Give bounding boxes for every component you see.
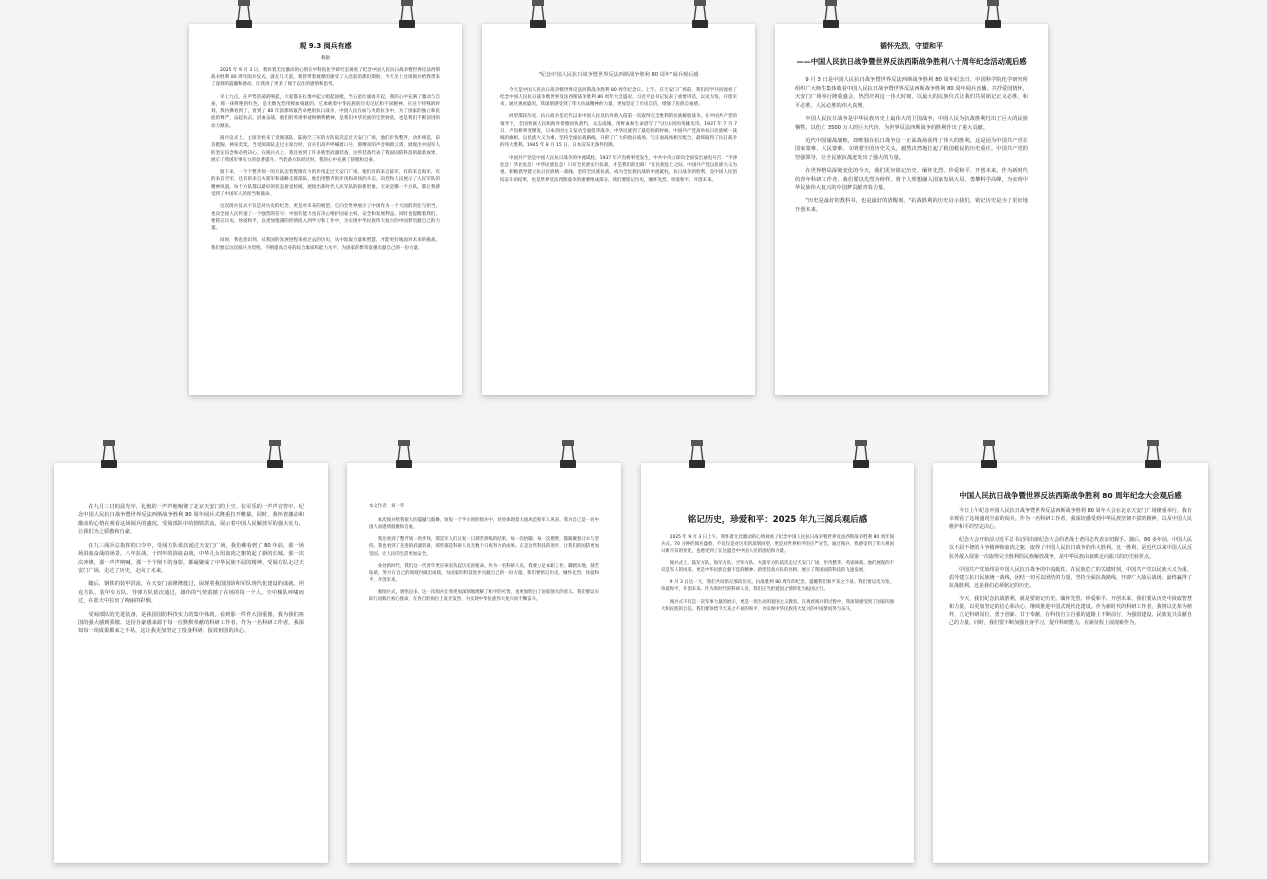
- author-name: 赖敏: [321, 55, 330, 61]
- paragraph: 在世界格局深刻变化的今天，我们更应铭记历史、缅怀先烈、珍爱和平、开创未来。作为新时代的青年科研工作者，我们要以先烈为榜样，将个人理想融入国家发展大局，勇攀科学高峰，为实现中华民族伟大复兴的中国梦贡献青春力量。: [795, 168, 1028, 192]
- binder-clip-icon: [691, 0, 709, 30]
- document-page-3[interactable]: [775, 24, 1048, 395]
- document-page-7[interactable]: [933, 463, 1208, 863]
- document-page-1[interactable]: [189, 24, 462, 395]
- paragraph: 接下来，一个个整齐划一的方队迈着铿锵有力的步伐走过天安门广场，他们有的来自陆军，有的来自海军，有的来自空军，还有的来自火箭军和战略支援部队。他们用整齐的步伐和昂扬的斗志，向党和人民展示了人民军队的精神风貌。每个方队都以最好的状态接受检阅，展现出新时代人民军队的崭新形象。无论是哪一个方队，都让我感受到了中国军人的担当和使命。: [211, 170, 440, 197]
- paragraph: "历史是最好的教科书，也是最好的清醒剂。"抗战胜利的历史启示我们，铭记历史是为了更好地开创未来。: [795, 198, 1028, 213]
- page-title: 铭记历史，珍爱和平：2025 年九三阅兵观后感: [687, 515, 868, 525]
- paragraph: 受阅部队的先进装备，是我国国防科技实力的集中体现。看到那一件件大国重器，我为我们祖国的强大感到骄傲。这份自豪感来源于每一位默默奉献的科研工作者。作为一名科研工作者，我深知每一项成果都来之不易，这让我更加坚定了投身科研、报效祖国的决心。: [78, 611, 304, 635]
- paragraph: 近代中国屡战屡败，却唯独在抗日战争这一正面战场获得了伟大的胜利，这是因为中国共产党在国家蒙难、人民蒙难、文明蒙尘的历史关头，毅然决然地扛起了救国救民的历史重任。中国共产党的坚强领导，让全民族抗战迸发出了强大的力量。: [795, 137, 1028, 161]
- paragraph: 这次阅兵仪式不仅是对历史的纪念，更是对未来的展望。它向全世界展示了中国作为一个大国的责任与担当，也向全国人民传递了一个强烈的信号：中国有能力也有决心维护国家主权、安全和发展利益。同时也提醒着我们，要铭记历史、珍爱和平，以更加饱满的热情投入到学习和工作中，为实现中华民族伟大复兴的中国梦贡献自己的力量。: [211, 204, 440, 232]
- document-page-5[interactable]: [347, 463, 621, 863]
- page-title: "纪念中国人民抗日战争暨世界反法西斯战争胜利 80 周年"阅兵观后感: [538, 72, 699, 78]
- paragraph: 中国共产党始终是中国人民抗日战争的中流砥柱。在民族危亡的关键时刻，中国共产党以民族大义为重，倡导建立抗日民族统一战线，团结一切可以团结的力量，坚持全面抗战路线，开辟广大敌后战场，最终赢得了抗战胜利。这是我们必须铭记的历史。: [949, 566, 1192, 589]
- document-page-6[interactable]: [641, 463, 914, 863]
- paragraph: 2025 年 9 月 3 日上午，我怀着无比激动的心情观看了纪念中国人民抗日战争暨世界反法西斯战争胜利 80 周年阅兵式。70 分钟的阅兵盛典，不仅仅是对历史的深刻回望，更是对世界和平的庄严宣告。通过阅兵，我感受到了伟大祖国日新月异的变化，也感受到了在这盛会中中国人民的团结和力量。: [661, 534, 894, 554]
- binder-clip-icon: [398, 0, 416, 30]
- binder-clip-icon: [984, 0, 1002, 30]
- paragraph: 随后，钢铁的装甲洪流，在天安门前隆隆驶过，展现着我国国防和军队现代化建设的成就。坦克方队、装甲车方队、导弹方队依次通过，雄伟的气势震撼了在场的每一个人。空中梯队呼啸而过，在蓝天中拉出了绚丽的彩烟。: [78, 581, 304, 605]
- binder-clip-icon: [529, 0, 547, 30]
- document-page-2[interactable]: [482, 24, 755, 395]
- binder-clip-icon: [235, 0, 253, 30]
- paragraph: 阅兵式上，陆军方队、海军方队、空军方队、火箭军方队依次走过天安门广场，步伐整齐，英姿飒爽。他们展现的不仅是军人的风采，更是中华民族自强不息的精神。新型装备方队的亮相，展示了我国国防科技的飞速发展。: [661, 561, 894, 574]
- paragraph: 身处新时代，我们这一代青年更应该肩负起历史的使命。作为一名科研人员，我要立足本职工作，脚踏实地，刻苦钻研，努力在自己的领域内做出成绩，为国家的科技进步贡献自己的一份力量。我们要铭记历史，缅怀先烈，珍爱和平，开创未来。: [369, 563, 599, 583]
- page-title: 循怀先烈，守望和平: [880, 42, 943, 50]
- binder-clip-icon: [822, 0, 840, 30]
- paragraph: 在九三阅兵总指挥的口令中，受阅方队依次通过天安门广场。我仿佛看到了 80 年前，那一场场浴血奋战的场景。八年抗战，十四年的浴血奋战，中华儿女用血肉之躯筑起了新的长城。那一次次冲锋，那一声声呐喊，那一个个倒下的身影，都凝聚成了中华民族不屈的精神。受阅方队走过天安门广场，走过了历史，走向了未来。: [78, 542, 304, 574]
- paragraph: 今日上午纪念中国人民抗日战争暨世界反法西斯战争胜利 80 周年大会在北京天安门广场隆重举行，我有幸观看了这场盛况空前的阅兵。作为一名科研工作者，我深切感受到中华民族坚韧不拔的精神，以及中国人民维护和平的坚定决心。: [949, 508, 1192, 531]
- binder-clip-icon: [100, 440, 118, 470]
- paragraph: 9 月 3 日这一天，我们共同铭记那段历史。抗战胜利 80 周年的纪念，提醒我们和平来之不易。我们要以史为鉴，珍爱和平，开创未来。作为新时代的科研人员，我们应当把爱国之情转化为报国之行。: [661, 580, 894, 593]
- paragraph: 我还看到了整齐划一的步伐，那是军人们日复一日刻苦训练的结果。每一次抬脚、每一次摆臂，都凝聚着汗水与坚持。我也看到了先进的武器装备，那些都是科研人员无数个日夜努力的成果。正是这些科技的进步，让我们的国防更加坚固，让人民的生活更加安全。: [369, 537, 599, 557]
- paragraph: 今天，我们纪念抗战胜利，就是要铭记历史、缅怀先烈、珍爱和平、开创未来。我们要从历史中汲取智慧和力量，以更加坚定的信心和决心，继续推进中国式现代化建设。作为新时代的科研工作者，我将以先辈为榜样，立足科研岗位，勇于创新、甘于奉献，在科技自立自强的道路上不断前行，为强国建设、民族复兴贡献自己的力量。同时，我们要不断加强自身学习，提升科研能力，在新征程上展现新作为。: [949, 595, 1192, 627]
- paragraph: 纪念大会开始前习近平总书记同出席纪念大会的老战士老同志代表亲切握手。随后，80 多年前，中国人民以不屈不挠的斗争精神和血肉之躯，取得了中国人民抗日战争的伟大胜利。这一胜利，是近代以来中国人民反抗外敌入侵第一次取得完全胜利的民族解放战争，是中华民族由衰败走向振兴的历史转折点。: [949, 537, 1192, 560]
- paragraph: 中国共产党是中国人民抗日战争的中流砥柱。1937 年卢沟桥事变发生，中共中央立即向全国发出通电号召："平津危急！华北危急！中华民族危急！只有全民族实行抗战，才是我们的出路！"在民族危亡之际，中国共产党以民族大义为重，积极倡导建立抗日民族统一战线，坚持全民族抗战，成为全民族抗战的中流砥柱。抗日战争的胜利，是中国人民团结奋斗的结果，也是世界反法西斯战争的重要组成部分。我们要铭记历史，缅怀先烈，珍爱和平，开创未来。: [500, 155, 737, 183]
- binder-clip-icon: [559, 440, 577, 470]
- page-title: 观 9.3 阅兵有感: [299, 42, 352, 50]
- document-page-4[interactable]: [54, 463, 328, 863]
- binder-clip-icon: [688, 440, 706, 470]
- paragraph: 同时，我也意识到，从我国的发展进程来看过去的历史，从中汲取力量和智慧，才能更好地面对未来的挑战。我们要以这次阅兵为契机，不断提高自身的综合素质和能力水平，为国家的繁荣富强贡献自己的一份力量。: [211, 238, 440, 251]
- paragraph: 阅兵式不仅是一次军事力量的展示，更是一场生动的爱国主义教育。在观看阅兵的过程中，我深刻感受到了国家的强大和民族的自信。我们要珍惜今天来之不易的和平，为实现中华民族伟大复兴的中国梦而努力奋斗。: [661, 599, 894, 612]
- paragraph: 2025 年 9 月 3 日，我怀着无比激动的心情在中科院化学研究室观看了纪念中国人民抗日战争暨世界反法西斯战争胜利 80 周年阅兵仪式。就在几天前，我曾带着观摩的感受了入党前的那份期盼，今天早上这场阅兵给我带来了深刻的震撼和感动，让我再了更多了阅于以往的感情和思考。: [211, 67, 440, 88]
- binder-clip-icon: [980, 440, 998, 470]
- binder-clip-icon: [395, 440, 413, 470]
- paragraph: 中国人民抗日战争是中华民族历史上最伟大的卫国战争，中国人民为抗战胜利付出了巨大的民族牺牲。以伤亡 3500 万人的巨大代价，为世界反法西斯战争的胜利作出了重大贡献。: [795, 116, 1028, 131]
- binder-clip-icon: [266, 440, 284, 470]
- page-subtitle: ——中国人民抗日战争暨世界反法西斯战争胜利八十周年纪念活动观后感: [796, 56, 1027, 66]
- paragraph: 本次阅兵给我很大的震撼与鼓舞，短短一个半小时的阅兵中，处处体现着大国风范和军人风采，我为自己是一名中国人而感到骄傲和自豪。: [369, 518, 599, 531]
- paragraph: 阅兵仪式上，主席亲检来了受阅部队，陆海空三军的方阵依次走过天安门广场，他们步伐整齐，动作规范，昂首挺胸，神采奕奕。当受阅部队走过主席台时，官兵们高声呼喊着口号，那嘹亮的声音响彻云霄，展现出中国军人的坚定信念和必胜决心。在阅兵式上，我还看到了许多新型武器装备，这些装备代表了我国国防科技的最新成果，展示了我国军事实力的显著提升。当装备方队经过时，我的心中充满了骄傲和自豪。: [211, 136, 440, 163]
- author-line: 本文作者：刘一华: [369, 504, 405, 509]
- binder-clip-icon: [1144, 440, 1162, 470]
- paragraph: 回望那段历史，抗日战争是近代以来中国人民反抗外敌入侵第一次取得完全胜利的民族解放战争。在中国共产党的领导下，全国各族人民和海外侨胞同仇敌忾，众志成城，用鲜血和生命谱写了气壮山河的英雄史诗。1937 年 7 月 7 日，卢沟桥事变爆发，日本帝国主义发动全面侵华战争，中华民族到了最危险的时候。中国共产党高举抗日民族统一战线的旗帜，以民族大义为重，坚持全面抗战路线，开辟了广大的敌后战场，与正面战场相互配合，最终取得了抗日战争的伟大胜利。1945 年 8 月 15 日，日本宣布无条件投降。: [500, 114, 737, 149]
- paragraph: 今天是中国人民抗日战争暨世界反法西斯战争胜利 80 周年纪念日。上午，在天安门广场前，我们同学共同观看了纪念中国人民抗日战争暨世界反法西斯战争胜利 80 周年大会盛况。习近平总书记发表了重要讲话，以史为鉴，开创未来，通过观看盛况，我深刻感受到了伟大抗战精神的力量，更加坚定了历史自信，增强了民族自豪感。: [500, 87, 737, 108]
- paragraph: 早上九点，在声势浩荡的响起，大家都在扎堆中起立唱起国歌，当五星红旗再升起，我的心中充满了激动与自豪，那一抹鲜艳的红色，是无数先烈用鲜血染就的。它承载着中华民族的历史记忆和不屈精神，在这个特殊的时刻，我仿佛看到了，看到了 80 年前那场艰苦卓绝的抗日战争，中国人民在血与火的抗争中，为了国家的独立和民族的尊严，奋起抗击，浴血奋战，他们的英勇事迹和牺牲精神，是我们中华民族的宝贵财富，也是我们不断前进的动力源泉。: [211, 94, 440, 129]
- paragraph: 在九月三日的晨光中，礼炮的一声声地响彻了北京天安门的上空。在军乐的一声声音符中，纪念中国人民抗日战争暨世界反法西斯战争胜利 80 周年阅兵式隆重拉开帷幕。同时，我怀着激动和激动的心情在观看这场阅兵的盛况。受阅部队中的钢铁洪流，展示着中国人民解放军的强大实力，让我们为之骄傲和自豪。: [78, 504, 304, 536]
- page-title: 中国人民抗日战争暨世界反法西斯战争胜利 80 周年纪念大会观后感: [959, 491, 1182, 500]
- binder-clip-icon: [852, 440, 870, 470]
- paragraph: 9 月 3 日是中国人民抗日战争暨世界反法西斯战争胜利 80 周年纪念日，中国科学院化学研究所组织广大师生集体收看中国人民抗日战争暨世界反法西斯战争胜利 80 周年阅兵直播。共抒爱国情怀，天安门广场举行隆重盛会，热烈庆祝这一伟大时刻，以最大的民族仪式让我们共同铭记正义必胜、和平必胜、人民必胜的伟大真理。: [795, 77, 1028, 109]
- paragraph: 观阅兵式，感悟良多。这一次阅兵让我更加深刻地理解了和平的可贵，也更加明白了国家强大的意义。我们要以实际行动践行初心使命，在各自的岗位上发光发热，为实现中华民族伟大复兴而不懈奋斗。: [369, 590, 599, 603]
